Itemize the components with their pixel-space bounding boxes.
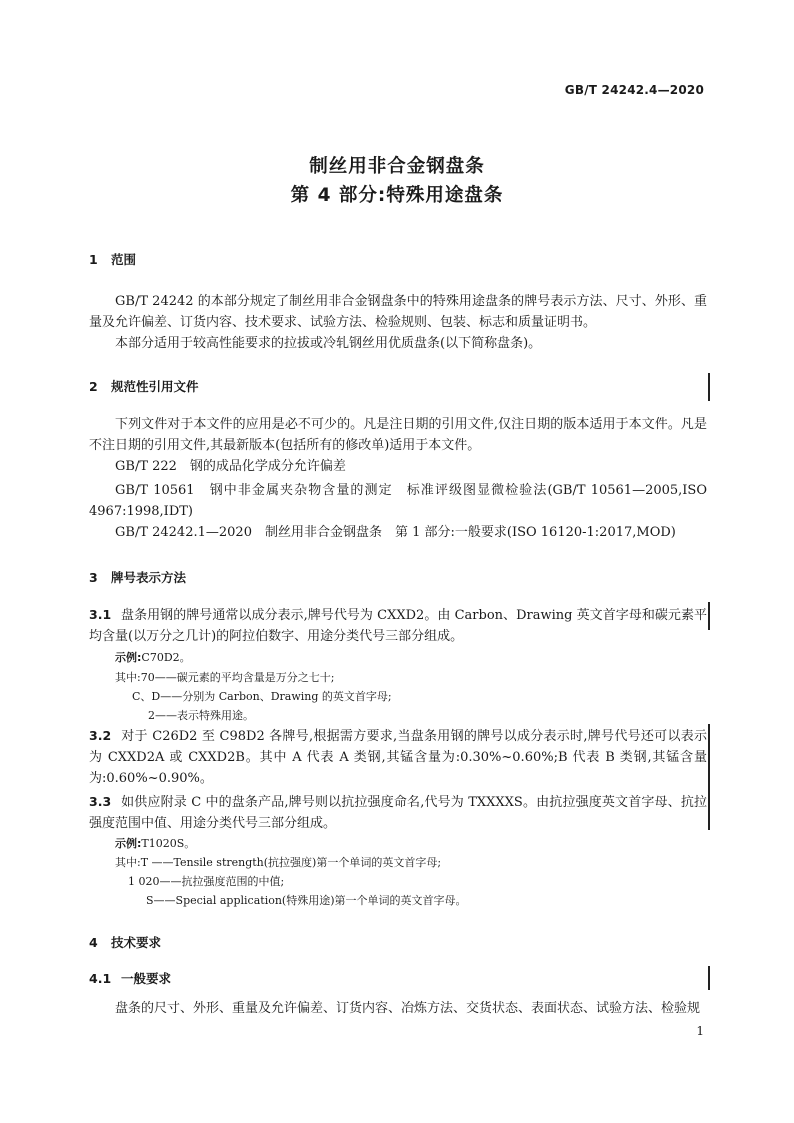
section-title: 技术要求 (111, 935, 162, 950)
clause-text: 对于 C26D2 至 C98D2 各牌号,根据需方要求,当盘条用钢的牌号以成分表示时,牌号代号还可以表示为 CXXD2A 或 CXXD2B。其中 A 代表 A 类钢,其锰含量为:0.30%~0.60%;B 代表 B 类钢,其锰含量为:0.60%~0.90%。 (89, 729, 707, 786)
section-title: 范围 (111, 252, 137, 267)
clause-number: 3.1 (89, 607, 112, 622)
scope-paragraph-1: GB/T 24242 的本部分规定了制丝用非合金钢盘条中的特殊用途盘条的牌号表示方法、尺寸、外形、重量及允许偏差、订货内容、技术要求、试验方法、检验规则、包装、标志和质量证明书。 (89, 294, 707, 330)
example-2-line-2: 1 020——抗拉强度范围的中值; (128, 875, 285, 888)
page-number: 1 (696, 1024, 704, 1038)
example-2 (115, 834, 195, 853)
section-1-heading (89, 250, 136, 268)
references-intro: 下列文件对于本文件的应用是必不可少的。凡是注日期的引用文件,仅注日期的版本适用于本文件。凡是不注日期的引用文件,其最新版本(包括所有的修改单)适用于本文件。 (89, 417, 707, 453)
change-bar (708, 373, 710, 401)
section-number: 4 (89, 935, 98, 950)
clause-title: 一般要求 (121, 971, 172, 986)
example-value: C70D2。 (141, 651, 191, 664)
section-number: 2 (89, 379, 98, 394)
clause-number: 4.1 (89, 971, 112, 986)
example-1-line-2: C、D——分别为 Carbon、Drawing 的英文首字母; (132, 690, 392, 703)
clause-number: 3.2 (89, 728, 112, 743)
section-title: 规范性引用文件 (111, 379, 199, 394)
change-bar (708, 788, 710, 830)
change-bar (708, 724, 710, 790)
clause-3-3 (89, 791, 707, 834)
reference-gbt-10561: GB/T 10561 钢中非金属夹杂物含量的测定 标准评级图显微检验法(GB/T 10561—2005,ISO 4967:1998,IDT) (89, 483, 707, 519)
change-bar (708, 966, 710, 990)
section-title: 牌号表示方法 (111, 570, 187, 585)
standard-code: GB/T 24242.4—2020 (564, 83, 704, 97)
example-1-line-3: 2——表示特殊用途。 (148, 709, 254, 722)
clause-text: 如供应附录 C 中的盘条产品,牌号则以抗拉强度命名,代号为 TXXXXS。由抗拉强度英文首字母、抗拉强度范围中值、用途分类代号三部分组成。 (89, 795, 707, 831)
section-number: 1 (89, 252, 98, 267)
section-4-heading (89, 933, 161, 951)
clause-4-1-heading (89, 969, 171, 987)
example-label: 示例: (115, 837, 142, 850)
example-2-line-3: S——Special application(特殊用途)第一个单词的英文首字母。 (146, 894, 467, 907)
section-3-heading (89, 568, 186, 586)
section-number: 3 (89, 570, 98, 585)
example-1 (115, 648, 191, 667)
clause-3-1 (89, 604, 707, 647)
example-value: T1020S。 (141, 837, 196, 850)
clause-text: 盘条用钢的牌号通常以成分表示,牌号代号为 CXXD2。由 Carbon、Drawing 英文首字母和碳元素平均含量(以万分之几计)的阿拉伯数字、用途分类代号三部分组成。 (89, 608, 707, 644)
clause-3-2 (89, 725, 707, 789)
change-bar (708, 602, 710, 630)
example-label: 示例: (115, 651, 142, 664)
reference-gbt-24242-1: GB/T 24242.1—2020 制丝用非合金钢盘条 第 1 部分:一般要求(ISO 16120-1:2017,MOD) (115, 525, 676, 540)
section-2-heading (89, 377, 199, 395)
document-title: 制丝用非合金钢盘条 (309, 156, 485, 177)
general-requirements-text: 盘条的尺寸、外形、重量及允许偏差、订货内容、冶炼方法、交货状态、表面状态、试验方法、检验规 (115, 1001, 701, 1016)
example-1-line-1: 其中:70——碳元素的平均含量是万分之七十; (115, 671, 335, 684)
document-subtitle: 第 4 部分:特殊用途盘条 (290, 185, 504, 206)
reference-gbt-222: GB/T 222 钢的成品化学成分允许偏差 (115, 459, 346, 474)
clause-number: 3.3 (89, 794, 112, 809)
example-2-line-1: 其中:T ——Tensile strength(抗拉强度)第一个单词的英文首字母; (115, 856, 442, 869)
scope-paragraph-2: 本部分适用于较高性能要求的拉拔或冷轧钢丝用优质盘条(以下简称盘条)。 (115, 336, 542, 351)
